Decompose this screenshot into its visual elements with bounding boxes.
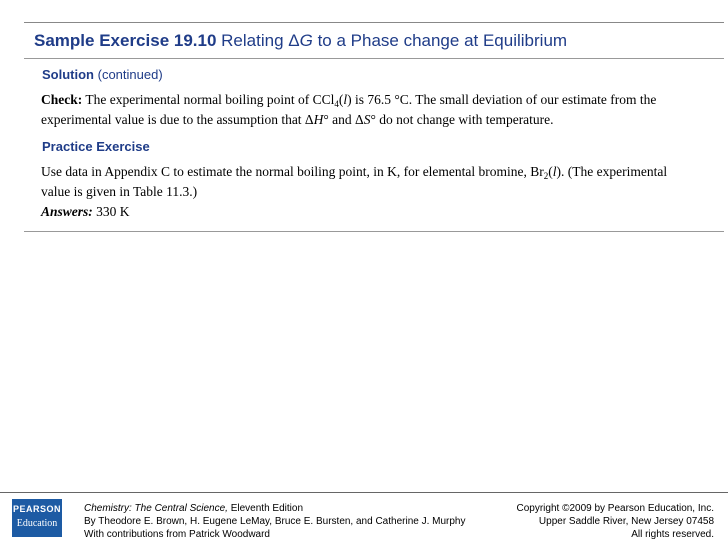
check-subscript: 4: [334, 99, 339, 109]
title-text: Relating Δ: [216, 31, 300, 50]
question-text-3: ). (The experimental value is given in Table 11.3.): [41, 164, 668, 199]
practice-heading: [42, 139, 150, 154]
rights-line: All rights reserved.: [631, 529, 714, 540]
book-title: Chemistry: The Central Science,: [84, 503, 228, 514]
check-text-3: ) is 76.5 °C. The small deviation of our estimate from the experimental value is due to the assumption that Δ: [41, 92, 657, 127]
pearson-logo: [12, 499, 62, 537]
footer-rule: [0, 492, 728, 493]
solution-heading: [42, 67, 163, 82]
title-text-end: to a Phase change at Equilibrium: [312, 31, 568, 50]
answer-value: 330 K: [92, 204, 130, 219]
question-text-1: Use data in Appendix C to estimate the normal boiling point, in K, for elemental bromine, Br: [41, 164, 544, 179]
book-edition: Eleventh Edition: [227, 503, 304, 514]
copyright-line: Copyright ©2009 by Pearson Education, Inc.: [516, 503, 714, 514]
logo-education: Education: [16, 518, 58, 529]
check-liquid: l: [343, 92, 348, 107]
check-text-2: (: [338, 92, 344, 107]
check-label: Check:: [41, 92, 83, 107]
answers-label: Answers:: [41, 204, 93, 219]
top-rule: [24, 22, 724, 23]
practice-label: Practice Exercise: [42, 139, 150, 154]
page-title: [34, 31, 567, 51]
copyright-block: [517, 502, 715, 541]
question-liquid: l: [552, 164, 557, 179]
check-text-4: ° and Δ: [323, 112, 364, 127]
publisher-address: Upper Saddle River, New Jersey 07458: [538, 516, 714, 527]
question-text-2: (: [548, 164, 553, 179]
title-exercise-number: Sample Exercise 19.10: [34, 31, 217, 50]
logo-pearson: PEARSON: [12, 504, 61, 514]
solution-label: Solution: [42, 67, 94, 82]
check-text-1: The experimental normal boiling point of CCl: [82, 92, 335, 107]
title-g: G: [299, 31, 313, 50]
book-authors: By Theodore E. Brown, H. Eugene LeMay, Bruce E. Bursten, and Catherine J. Murphy: [84, 516, 466, 527]
check-text-5: ° do not change with temperature.: [370, 112, 554, 127]
practice-question: [41, 162, 681, 222]
check-enthalpy: H: [313, 112, 324, 127]
question-subscript: 2: [543, 171, 549, 181]
book-credit: [84, 502, 466, 541]
solution-continued: (continued): [94, 67, 163, 82]
check-entropy: S: [363, 112, 371, 127]
book-contributions: With contributions from Patrick Woodward: [84, 529, 270, 540]
check-paragraph: [41, 90, 681, 130]
